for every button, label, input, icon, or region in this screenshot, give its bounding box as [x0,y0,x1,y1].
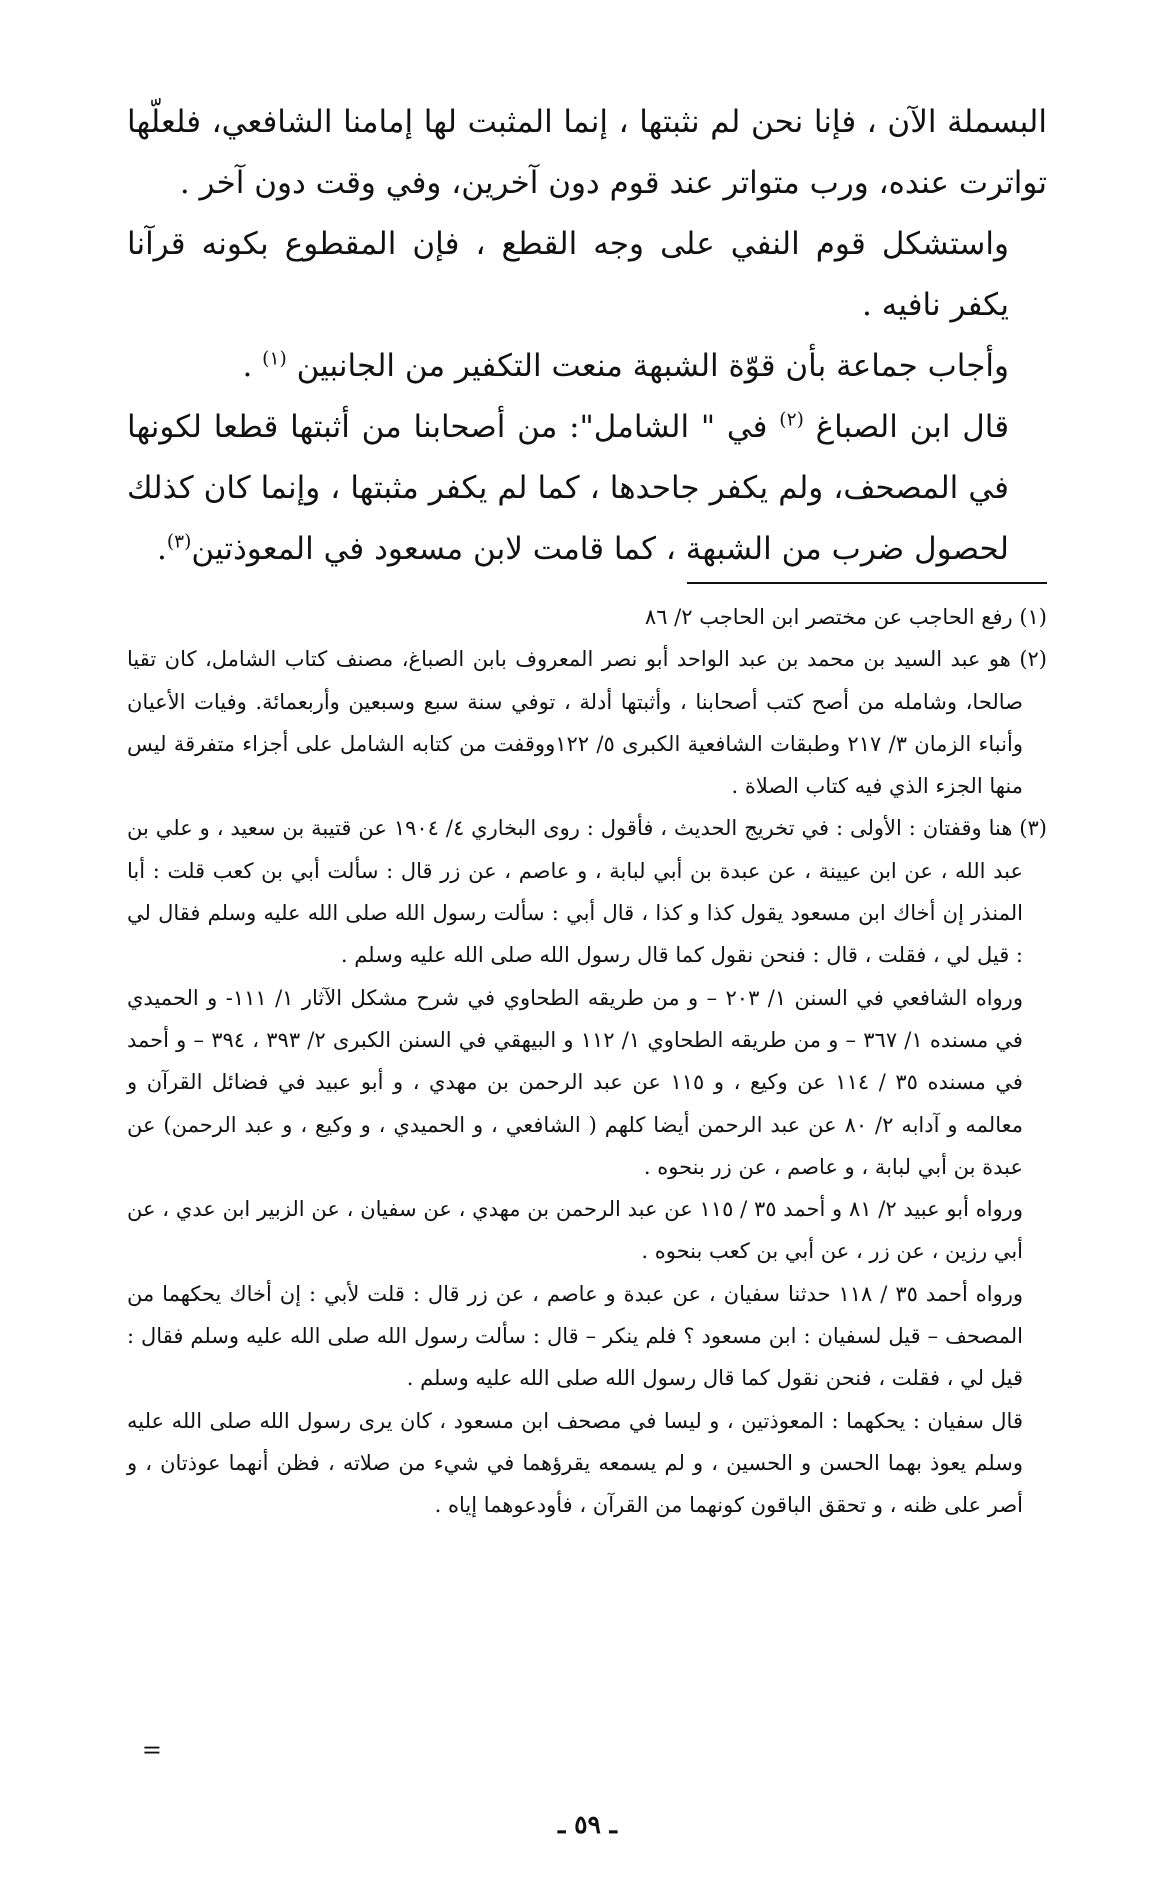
footnote-divider [687,582,1047,584]
main-paragraph-4-body: في " الشامل": من أصحابنا من أثبتها قطعا لكونها في المصحف، ولم يكفر جاحدها ، كما لم يكفر مثبتها ، وإنما كان كذلك لحصول ضرب من الشبهة ، كما قامت لابن مسعود في المعوذتين [127,409,1009,567]
footnote-3-paragraph-5: قال سفيان : يحكهما : المعوذتين ، و ليسا في مصحف ابن مسعود ، كان يرى رسول الله صلى الله عليه وسلم يعوذ بهما الحسن و الحسين ، و لم يسمعه يقرؤهما في شيء من صلاته ، فظن أنهما عوذتان ، و أصر على ظنه ، و تحقق الباقون كونهما من القرآن ، فأودعوهما إياه . [127,1408,1023,1518]
footnote-ref-1[interactable]: (١) [262,348,287,370]
page-number: ـ ٥٩ ـ [558,1810,617,1839]
main-paragraph-1: البسملة الآن ، فإنا نحن لم نثبتها ، إنما المثبت لها إمامنا الشافعي، فلعلّها تواترت عنده، ورب متواتر عند قوم دون آخرين، وفي وقت دون آخر . [127,104,1047,201]
footnote-ref-2[interactable]: (٢) [779,409,804,431]
footnote-3-paragraph-4: ورواه أحمد ٣٥ / ١١٨ حدثنا سفيان ، عن عبدة و عاصم ، عن زر قال : قلت لأبي : إن أخاك يحكهما من المصحف – قيل لسفيان : ابن مسعود ؟ فلم ينكر – قال : سألت رسول الله صلى الله عليه وسلم فقال : قيل لي ، فقلت ، فنحن نقول كما قال رسول الله صلى الله عليه وسلم . [127,1281,1023,1391]
main-paragraph-4-start: قال ابن الصباغ [815,409,1010,445]
main-paragraph-3-text: وأجاب جماعة بأن قوّة الشبهة منعت التكفير من الجانبين [296,348,1009,384]
footnote-3: (٣) هنا وقفتان : الأولى : في تخريج الحديث ، فأقول : روى البخاري ٤/ ١٩٠٤ عن قتيبة بن سعيد ، و علي بن عبد الله ، عن ابن عيينة ، عن عبدة بن أبي لبابة ، و عاصم ، عن زر قال : سألت أبي بن كعب قلت : أبا المنذر إن أخاك ابن مسعود يقول كذا و كذا ، قال أبي : سألت رسول الله صلى الله عليه وسلم فقال لي : قيل لي ، فقلت ، قال : فنحن نقول كما قال رسول الله صلى الله عليه وسلم . [127,816,1047,968]
continuation-mark: = [141,1736,162,1764]
footnote-3-paragraph-3: ورواه أبو عبيد ٢/ ٨١ و أحمد ٣٥ / ١١٥ عن عبد الرحمن بن مهدي ، عن سفيان ، عن الزبير ابن عدي ، عن أبي رزين ، عن زر ، عن أبي بن كعب بنحوه . [127,1197,1023,1264]
footnote-ref-3[interactable]: (٣) [166,531,192,553]
main-text-block [127,92,1047,580]
footnote-2: (٢) هو عبد السيد بن محمد بن عبد الواحد أبو نصر المعروف بابن الصباغ، مصنف كتاب الشامل، كان تقيا صالحا، وشامله من أصح كتب أصحابنا ، وأثبتها أدلة ، توفي سنة سبع وسبعين وأربعمائة. وفيات الأعيان وأنباء الزمان ٣/ ٢١٧ وطبقات الشافعية الكبرى ٥/ ١٢٢ووقفت من كتابه الشامل على أجزاء متفرقة ليس منها الجزء الذي فيه كتاب الصلاة . [127,647,1047,799]
footnotes-block [127,596,1047,1527]
main-paragraph-2: واستشكل قوم النفي على وجه القطع ، فإن المقطوع بكونه قرآنا يكفر نافيه . [127,226,1009,323]
main-paragraph-3: وأجاب جماعة بأن قوّة الشبهة منعت التكفير من الجانبين $^{(١)}$ . [242,348,1009,384]
footnote-3-paragraph-2: ورواه الشافعي في السنن ١/ ٢٠٣ – و من طريقه الطحاوي في شرح مشكل الآثار ١/ ١١١- و الحميدي في مسنده ١/ ٣٦٧ – و من طريقه الطحاوي ١/ ١١٢ و البيهقي في السنن الكبرى ٢/ ٣٩٣ ، ٣٩٤ – و أحمد في مسنده ٣٥ / ١١٤ عن وكيع ، و ١١٥ عن عبد الرحمن بن مهدي ، و أبو عبيد في فضائل القرآن و معالمه و آدابه ٢/ ٨٠ عن عبد الرحمن أيضا كلهم ( الشافعي ، و الحميدي ، و وكيع ، و عبد الرحمن) عن عبدة بن أبي لبابة ، و عاصم ، عن زر بنحوه . [127,985,1023,1179]
main-paragraph-4-end: . [157,531,167,567]
footnote-1: (١) رفع الحاجب عن مختصر ابن الحاجب ٢/ ٨٦ [644,605,1047,629]
main-paragraph-4 [127,397,1047,580]
